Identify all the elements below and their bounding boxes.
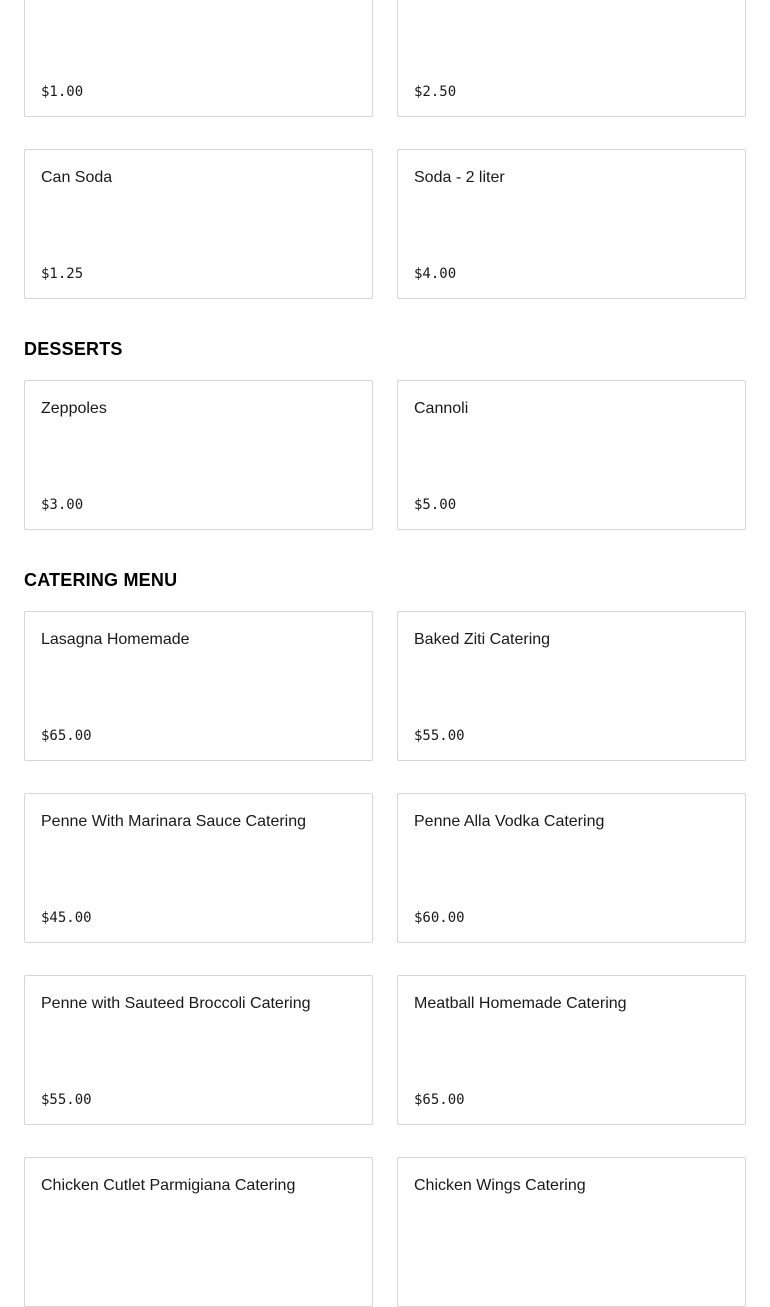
menu-item-name: Penne With Marinara Sauce Catering (41, 813, 307, 830)
menu-item-card[interactable] (24, 0, 373, 117)
menu-item-price: $1.25 (41, 266, 84, 282)
menu-item-grid (24, 380, 746, 530)
menu-item-card[interactable] (397, 0, 746, 117)
menu-item-card[interactable] (24, 975, 373, 1125)
menu-item-card[interactable] (24, 611, 373, 761)
menu-page (24, 0, 746, 1307)
menu-item-price: $1.00 (41, 84, 84, 100)
menu-item-name: Meatball Homemade Catering (414, 995, 627, 1012)
menu-item-name: Chicken Wings Catering (414, 1177, 586, 1194)
menu-item-price: $4.00 (414, 266, 457, 282)
menu-item-grid (24, 0, 746, 299)
menu-section-desserts (24, 333, 746, 530)
menu-item-card[interactable] (397, 975, 746, 1125)
menu-item-name: Can Soda (41, 169, 113, 186)
menu-item-name: Chicken Cutlet Parmigiana Catering (41, 1177, 296, 1194)
menu-item-name: Cannoli (414, 400, 469, 417)
section-heading: DESSERTS (24, 339, 123, 359)
menu-item-price: $65.00 (41, 728, 92, 744)
section-heading: CATERING MENU (24, 570, 178, 590)
menu-item-card[interactable] (24, 1157, 373, 1307)
menu-item-card[interactable] (24, 149, 373, 299)
menu-item-name: Lasagna Homemade (41, 631, 190, 648)
menu-item-price: $3.00 (41, 497, 84, 513)
menu-item-card[interactable] (24, 793, 373, 943)
menu-item-card[interactable] (397, 1157, 746, 1307)
menu-item-price: $55.00 (414, 728, 465, 744)
menu-item-name: Baked Ziti Catering (414, 631, 551, 648)
menu-item-name: Soda - 2 liter (414, 169, 505, 186)
menu-item-card[interactable] (397, 793, 746, 943)
menu-item-grid (24, 611, 746, 1307)
menu-item-price: $45.00 (41, 910, 92, 926)
menu-item-card[interactable] (397, 611, 746, 761)
menu-item-price: $5.00 (414, 497, 457, 513)
menu-section-catering (24, 564, 746, 1307)
menu-item-price: $2.50 (414, 84, 457, 100)
menu-item-card[interactable] (397, 149, 746, 299)
menu-item-price: $65.00 (414, 1092, 465, 1108)
menu-item-price: $55.00 (41, 1092, 92, 1108)
menu-item-name: Penne Alla Vodka Catering (414, 813, 605, 830)
menu-item-card[interactable] (24, 380, 373, 530)
menu-section-beverages (24, 0, 746, 299)
menu-item-name: Zeppoles (41, 400, 107, 417)
menu-item-name: Penne with Sauteed Broccoli Catering (41, 995, 311, 1012)
menu-item-price: $60.00 (414, 910, 465, 926)
menu-item-card[interactable] (397, 380, 746, 530)
